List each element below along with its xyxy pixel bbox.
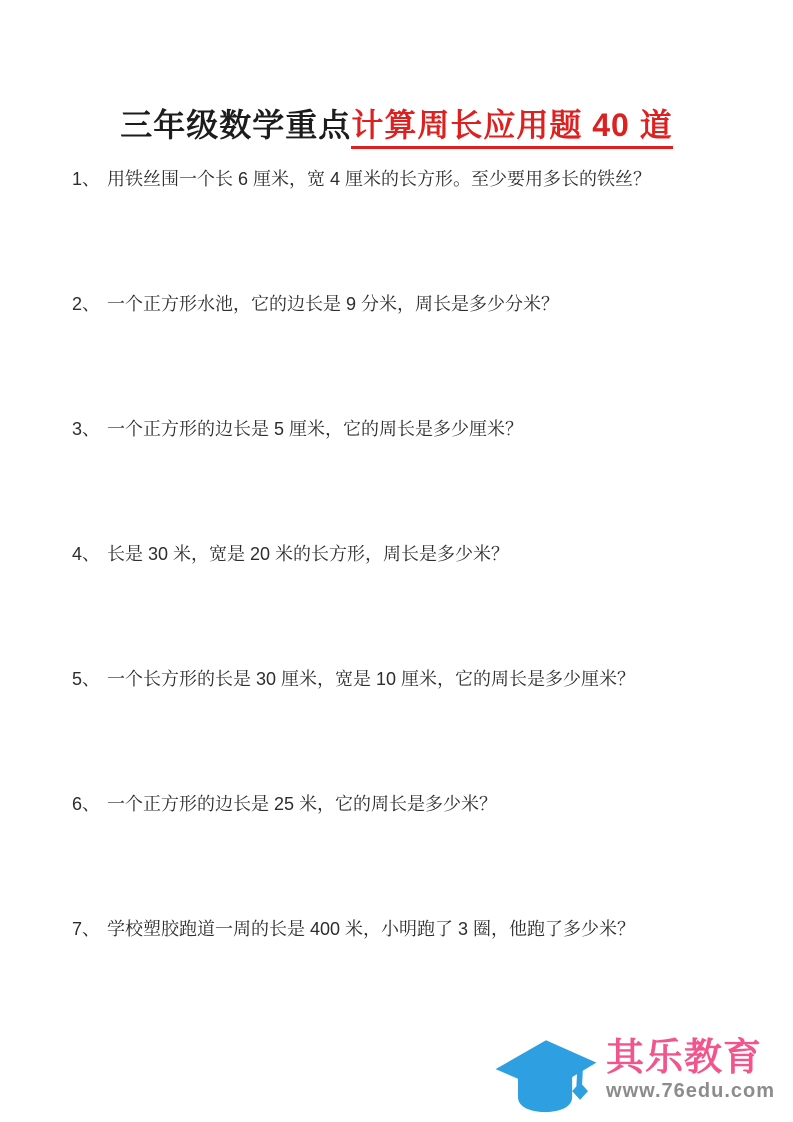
page-title	[0, 100, 793, 146]
question-number: 5、	[72, 669, 101, 689]
question-number: 4、	[72, 544, 101, 564]
question-text: 用铁丝围一个长 6 厘米，宽 4 厘米的长方形。至少要用多长的铁丝？	[107, 169, 652, 189]
brand-name: 其乐教育	[606, 1036, 763, 1079]
question-text: 一个正方形的边长是 5 厘米，它的周长是多少厘米？	[107, 419, 524, 439]
question-number: 2、	[72, 294, 101, 314]
question-item-4	[72, 542, 753, 667]
brand-text-block	[606, 1036, 775, 1104]
question-item-3	[72, 417, 753, 542]
question-number: 7、	[72, 919, 101, 939]
question-number: 1、	[72, 169, 101, 189]
question-item-2	[72, 292, 753, 417]
question-item-1	[72, 167, 753, 292]
question-text: 一个正方形水池，它的边长是 9 分米，周长是多少分米？	[107, 294, 560, 314]
question-text: 一个正方形的边长是 25 米，它的周长是多少米？	[107, 794, 498, 814]
page-title-black: 三年级数学重点	[120, 107, 352, 143]
brand-website: www.76edu.com	[606, 1080, 775, 1103]
brand-footer	[490, 1028, 775, 1114]
question-list	[72, 167, 753, 1042]
page-title-red-underlined: 计算周长应用题 40 道	[351, 107, 672, 149]
question-item-6	[72, 792, 753, 917]
question-item-7	[72, 917, 753, 1042]
question-text: 一个长方形的长是 30 厘米，宽是 10 厘米，它的周长是多少厘米？	[107, 669, 636, 689]
question-number: 3、	[72, 419, 101, 439]
graduation-cap-icon	[490, 1028, 602, 1114]
question-number: 6、	[72, 794, 101, 814]
question-text: 学校塑胶跑道一周的长是 400 米，小明跑了 3 圈，他跑了多少米？	[107, 919, 636, 939]
question-text: 长是 30 米，宽是 20 米的长方形，周长是多少米？	[107, 544, 510, 564]
question-item-5	[72, 667, 753, 792]
